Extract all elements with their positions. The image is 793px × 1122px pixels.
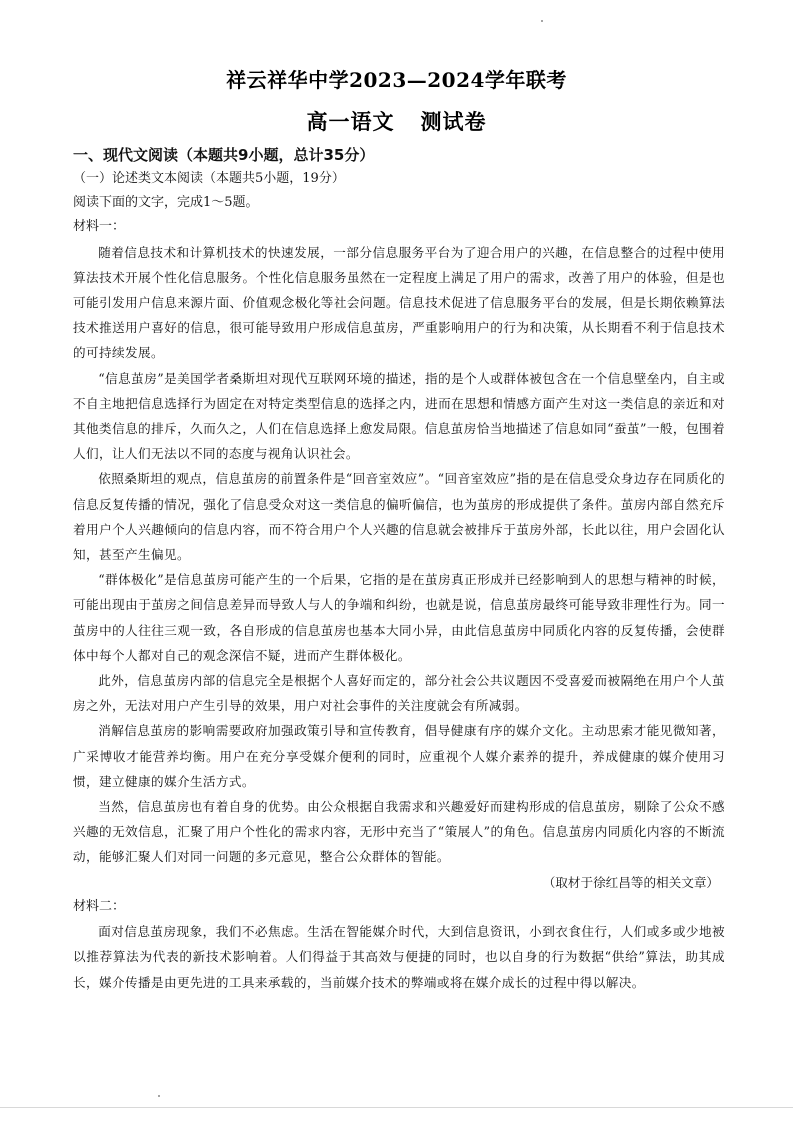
footer-rule	[0, 1107, 793, 1108]
paragraph: 消解信息茧房的影响需要政府加强政策引导和宣传教育，倡导健康有序的媒介文化。主动思索才能见微知著，广采博收才能营养均衡。用户在充分享受媒介便利的同时，应重视个人媒介素养的提升，养成健康的媒介使用习惯，建立健康的媒介生活方式。	[73, 723, 725, 789]
sub-heading: （一）论述类文本阅读（本题共5小题，19分）	[73, 171, 345, 186]
paragraph: 依照桑斯坦的观点，信息茧房的前置条件是“回音室效应”。“回音室效应”指的是在信息受众身边存在同质化的信息反复传播的情况，强化了信息受众对这一类信息的偏听偏信，也为茧房的形成提供了条件。茧房内部自然充斥着用户个人兴趣倾向的信息内容，而不符合用户个人兴趣的信息就会被排斥于茧房外部，长此以往，用户会固化认知，甚至产生偏见。	[73, 471, 725, 563]
exam-subtitle	[0, 106, 793, 136]
section-heading: 一、现代文阅读（本题共9小题，总计35分）	[73, 146, 375, 164]
exam-title: 祥云祥华中学2023—2024学年联考	[226, 68, 567, 92]
scan-speck	[541, 20, 543, 22]
instruction: 阅读下面的文字，完成1～5题。	[73, 195, 259, 211]
subject-label: 高一语文	[306, 109, 395, 134]
paragraph: “群体极化”是信息茧房可能产生的一个后果，它指的是在茧房真正形成并已经影响到人的思想与精神的时候，可能出现由于茧房之间信息差异而导致人与人的争端和纠纷，也就是说，信息茧房最终可能导致非理性行为。同一茧房中的人往往三观一致，各自形成的信息茧房也基本大同小异，由此信息茧房中同质化内容的反复传播，会使群体中每个人都对自己的观念深信不疑，进而产生群体极化。	[73, 572, 725, 663]
paper-label: 测试卷	[420, 109, 487, 134]
paragraph: “信息茧房”是美国学者桑斯坦对现代互联网环境的描述，指的是个人或群体被包含在一个信息壁垒内，自主或不自主地把信息选择行为固定在对特定类型信息的选择之内，进而在思想和情感方面产生对这一类信息的亲近和对其他类信息的排斥，久而久之，人们在信息选择上愈发局限。信息茧房恰当地描述了信息如同“蚕茧”一般，包围着人们，让人们无法以不同的态度与视角认识社会。	[73, 370, 725, 462]
material-label: 材料一：	[73, 219, 126, 235]
paragraph: 随着信息技术和计算机技术的快速发展，一部分信息服务平台为了迎合用户的兴趣，在信息整合的过程中使用算法技术开展个性化信息服务。个性化信息服务虽然在一定程度上满足了用户的需求，改善了用户的体验，但是也可能引发用户信息来源片面、价值观念极化等社会问题。信息技术促进了信息服务平台的发展，但是长期依赖算法技术推送用户喜好的信息，很可能导致用户形成信息茧房，严重影响用户的行为和决策，从长期看不利于信息技术的可持续发展。	[73, 244, 725, 361]
source-citation: （取材于徐红昌等的相关文章）	[542, 874, 719, 890]
material-label: 材料二：	[73, 898, 126, 914]
paragraph: 面对信息茧房现象，我们不必焦虑。生活在智能媒介时代，大到信息资讯，小到衣食住行，人们或多或少地被以推荐算法为代表的新技术影响着。人们得益于其高效与便捷的同时，也以自身的行为数据“供给”算法，助其成长，媒介传播是由更先进的工具来承载的，当前媒介技术的弊端或将在媒介成长的过程中得以解决。	[73, 924, 725, 990]
paragraph: 此外，信息茧房内部的信息完全是根据个人喜好而定的，部分社会公共议题因不受喜爱而被隔绝在用户个人茧房之外，无法对用户产生引导的效果，用户对社会事件的关注度就会有所减弱。	[73, 673, 725, 714]
scan-speck	[158, 1095, 160, 1097]
exam-body	[73, 143, 725, 995]
paragraph: 当然，信息茧房也有着自身的优势。由公众根据自我需求和兴趣爱好而建构形成的信息茧房，剔除了公众不感兴趣的无效信息，汇聚了用户个性化的需求内容，无形中充当了“策展人”的角色。信息茧房内同质化内容的不断流动，能够汇聚人们对同一问题的多元意见，整合公众群体的智能。	[73, 799, 725, 865]
